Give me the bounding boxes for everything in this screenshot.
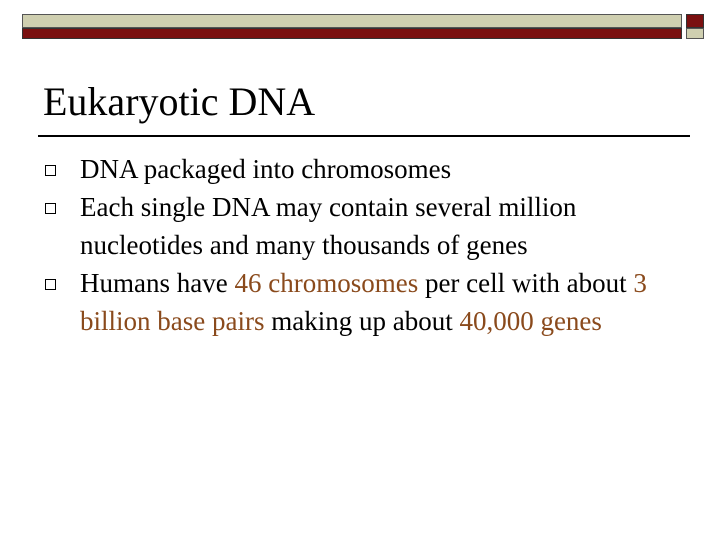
header-corner-light [686, 28, 704, 39]
hollow-square-bullet-icon [45, 203, 56, 214]
hollow-square-bullet-icon [45, 279, 56, 290]
header-banner-light [22, 14, 682, 28]
bullet-text-3b: per cell with about [418, 268, 634, 298]
bullet-item [0, 150, 700, 188]
bullet-text-2: Each single DNA may contain several million nucleotides and many thousands of genes [80, 192, 577, 260]
bullet-item [0, 188, 700, 264]
hollow-square-bullet-icon [45, 165, 56, 176]
slide-title: Eukaryotic DNA [43, 79, 316, 124]
highlight-chromosome-count: 46 chromosomes [234, 268, 419, 298]
highlight-gene-count: 40,000 genes [459, 306, 602, 336]
bullet-item [0, 264, 700, 340]
header-banner-dark [22, 28, 682, 39]
header-corner-dark [686, 14, 704, 28]
bullet-text-3a: Humans have [80, 268, 235, 298]
bullet-list [0, 150, 700, 340]
highlight-base-pairs: 3 billion base pairs [80, 268, 647, 336]
bullet-text-3c: making up about [264, 306, 460, 336]
bullet-text-1: DNA packaged into chromosomes [80, 154, 452, 184]
title-underline [38, 135, 690, 137]
